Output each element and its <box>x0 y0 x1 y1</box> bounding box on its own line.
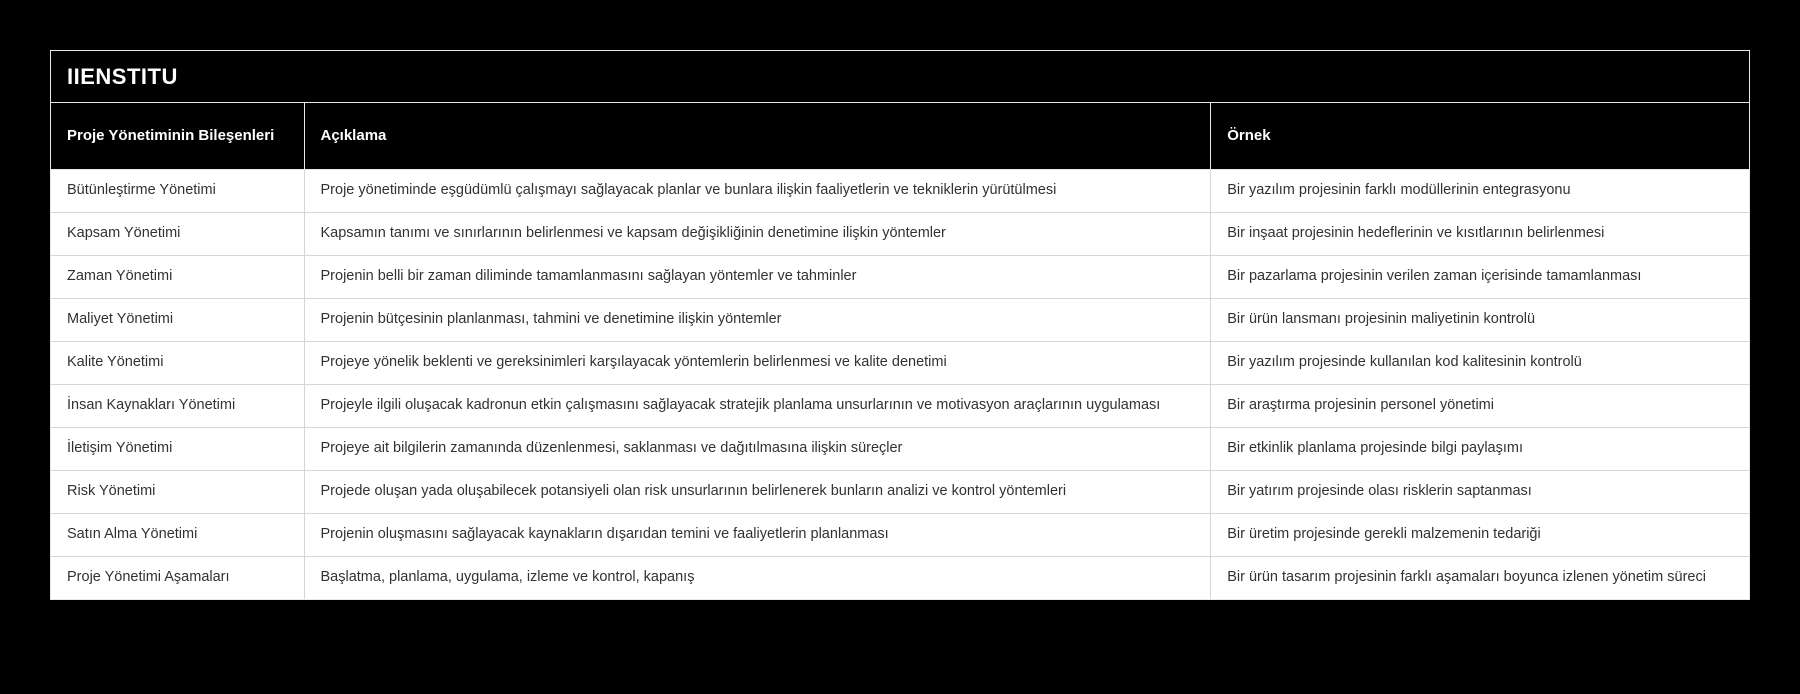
column-header-example: Örnek <box>1211 103 1749 169</box>
table-row <box>51 384 1749 427</box>
table-row <box>51 255 1749 298</box>
cell-example: Bir üretim projesinde gerekli malzemenin tedariği <box>1211 513 1749 556</box>
cell-component: İletişim Yönetimi <box>51 427 304 470</box>
cell-component: Satın Alma Yönetimi <box>51 513 304 556</box>
cell-component: Maliyet Yönetimi <box>51 298 304 341</box>
table-panel <box>50 50 1750 600</box>
table-row <box>51 556 1749 599</box>
cell-description: Kapsamın tanımı ve sınırlarının belirlenmesi ve kapsam değişikliğinin denetimine ilişkin yöntemler <box>304 212 1211 255</box>
cell-example: Bir araştırma projesinin personel yönetimi <box>1211 384 1749 427</box>
cell-component: Kalite Yönetimi <box>51 341 304 384</box>
table-row <box>51 513 1749 556</box>
cell-component: Risk Yönetimi <box>51 470 304 513</box>
table-row <box>51 169 1749 212</box>
cell-example: Bir ürün tasarım projesinin farklı aşamaları boyunca izlenen yönetim süreci <box>1211 556 1749 599</box>
cell-example: Bir inşaat projesinin hedeflerinin ve kısıtlarının belirlenmesi <box>1211 212 1749 255</box>
table-row <box>51 341 1749 384</box>
table-header-row <box>51 103 1749 169</box>
cell-description: Proje yönetiminde eşgüdümlü çalışmayı sağlayacak planlar ve bunlara ilişkin faaliyetlerin ve tekniklerin yürütülmesi <box>304 169 1211 212</box>
cell-description: Projeyle ilgili oluşacak kadronun etkin çalışmasını sağlayacak stratejik planlama unsurlarının ve motivasyon araçlarının uygulaması <box>304 384 1211 427</box>
table-row <box>51 470 1749 513</box>
cell-description: Başlatma, planlama, uygulama, izleme ve kontrol, kapanış <box>304 556 1211 599</box>
project-management-table <box>51 103 1749 599</box>
cell-component: İnsan Kaynakları Yönetimi <box>51 384 304 427</box>
cell-component: Bütünleştirme Yönetimi <box>51 169 304 212</box>
cell-example: Bir pazarlama projesinin verilen zaman içerisinde tamamlanması <box>1211 255 1749 298</box>
table-row <box>51 212 1749 255</box>
cell-example: Bir yazılım projesinde kullanılan kod kalitesinin kontrolü <box>1211 341 1749 384</box>
cell-example: Bir yatırım projesinde olası risklerin saptanması <box>1211 470 1749 513</box>
cell-component: Proje Yönetimi Aşamaları <box>51 556 304 599</box>
title-bar <box>51 51 1749 103</box>
table-row <box>51 427 1749 470</box>
cell-example: Bir ürün lansmanı projesinin maliyetinin kontrolü <box>1211 298 1749 341</box>
column-header-components: Proje Yönetiminin Bileşenleri <box>51 103 304 169</box>
cell-description: Projenin oluşmasını sağlayacak kaynakların dışarıdan temini ve faaliyetlerin planlanması <box>304 513 1211 556</box>
cell-description: Projeye ait bilgilerin zamanında düzenlenmesi, saklanması ve dağıtılmasına ilişkin süreçler <box>304 427 1211 470</box>
cell-description: Projenin belli bir zaman diliminde tamamlanmasını sağlayan yöntemler ve tahminler <box>304 255 1211 298</box>
cell-example: Bir etkinlik planlama projesinde bilgi paylaşımı <box>1211 427 1749 470</box>
cell-description: Projede oluşan yada oluşabilecek potansiyeli olan risk unsurlarının belirlenerek bunların analizi ve kontrol yöntemleri <box>304 470 1211 513</box>
brand-title: IIENSTITU <box>67 63 178 89</box>
column-header-description: Açıklama <box>304 103 1211 169</box>
cell-description: Projeye yönelik beklenti ve gereksinimleri karşılayacak yöntemlerin belirlenmesi ve kalite denetimi <box>304 341 1211 384</box>
cell-component: Kapsam Yönetimi <box>51 212 304 255</box>
cell-example: Bir yazılım projesinin farklı modüllerinin entegrasyonu <box>1211 169 1749 212</box>
cell-component: Zaman Yönetimi <box>51 255 304 298</box>
cell-description: Projenin bütçesinin planlanması, tahmini ve denetimine ilişkin yöntemler <box>304 298 1211 341</box>
table-row <box>51 298 1749 341</box>
